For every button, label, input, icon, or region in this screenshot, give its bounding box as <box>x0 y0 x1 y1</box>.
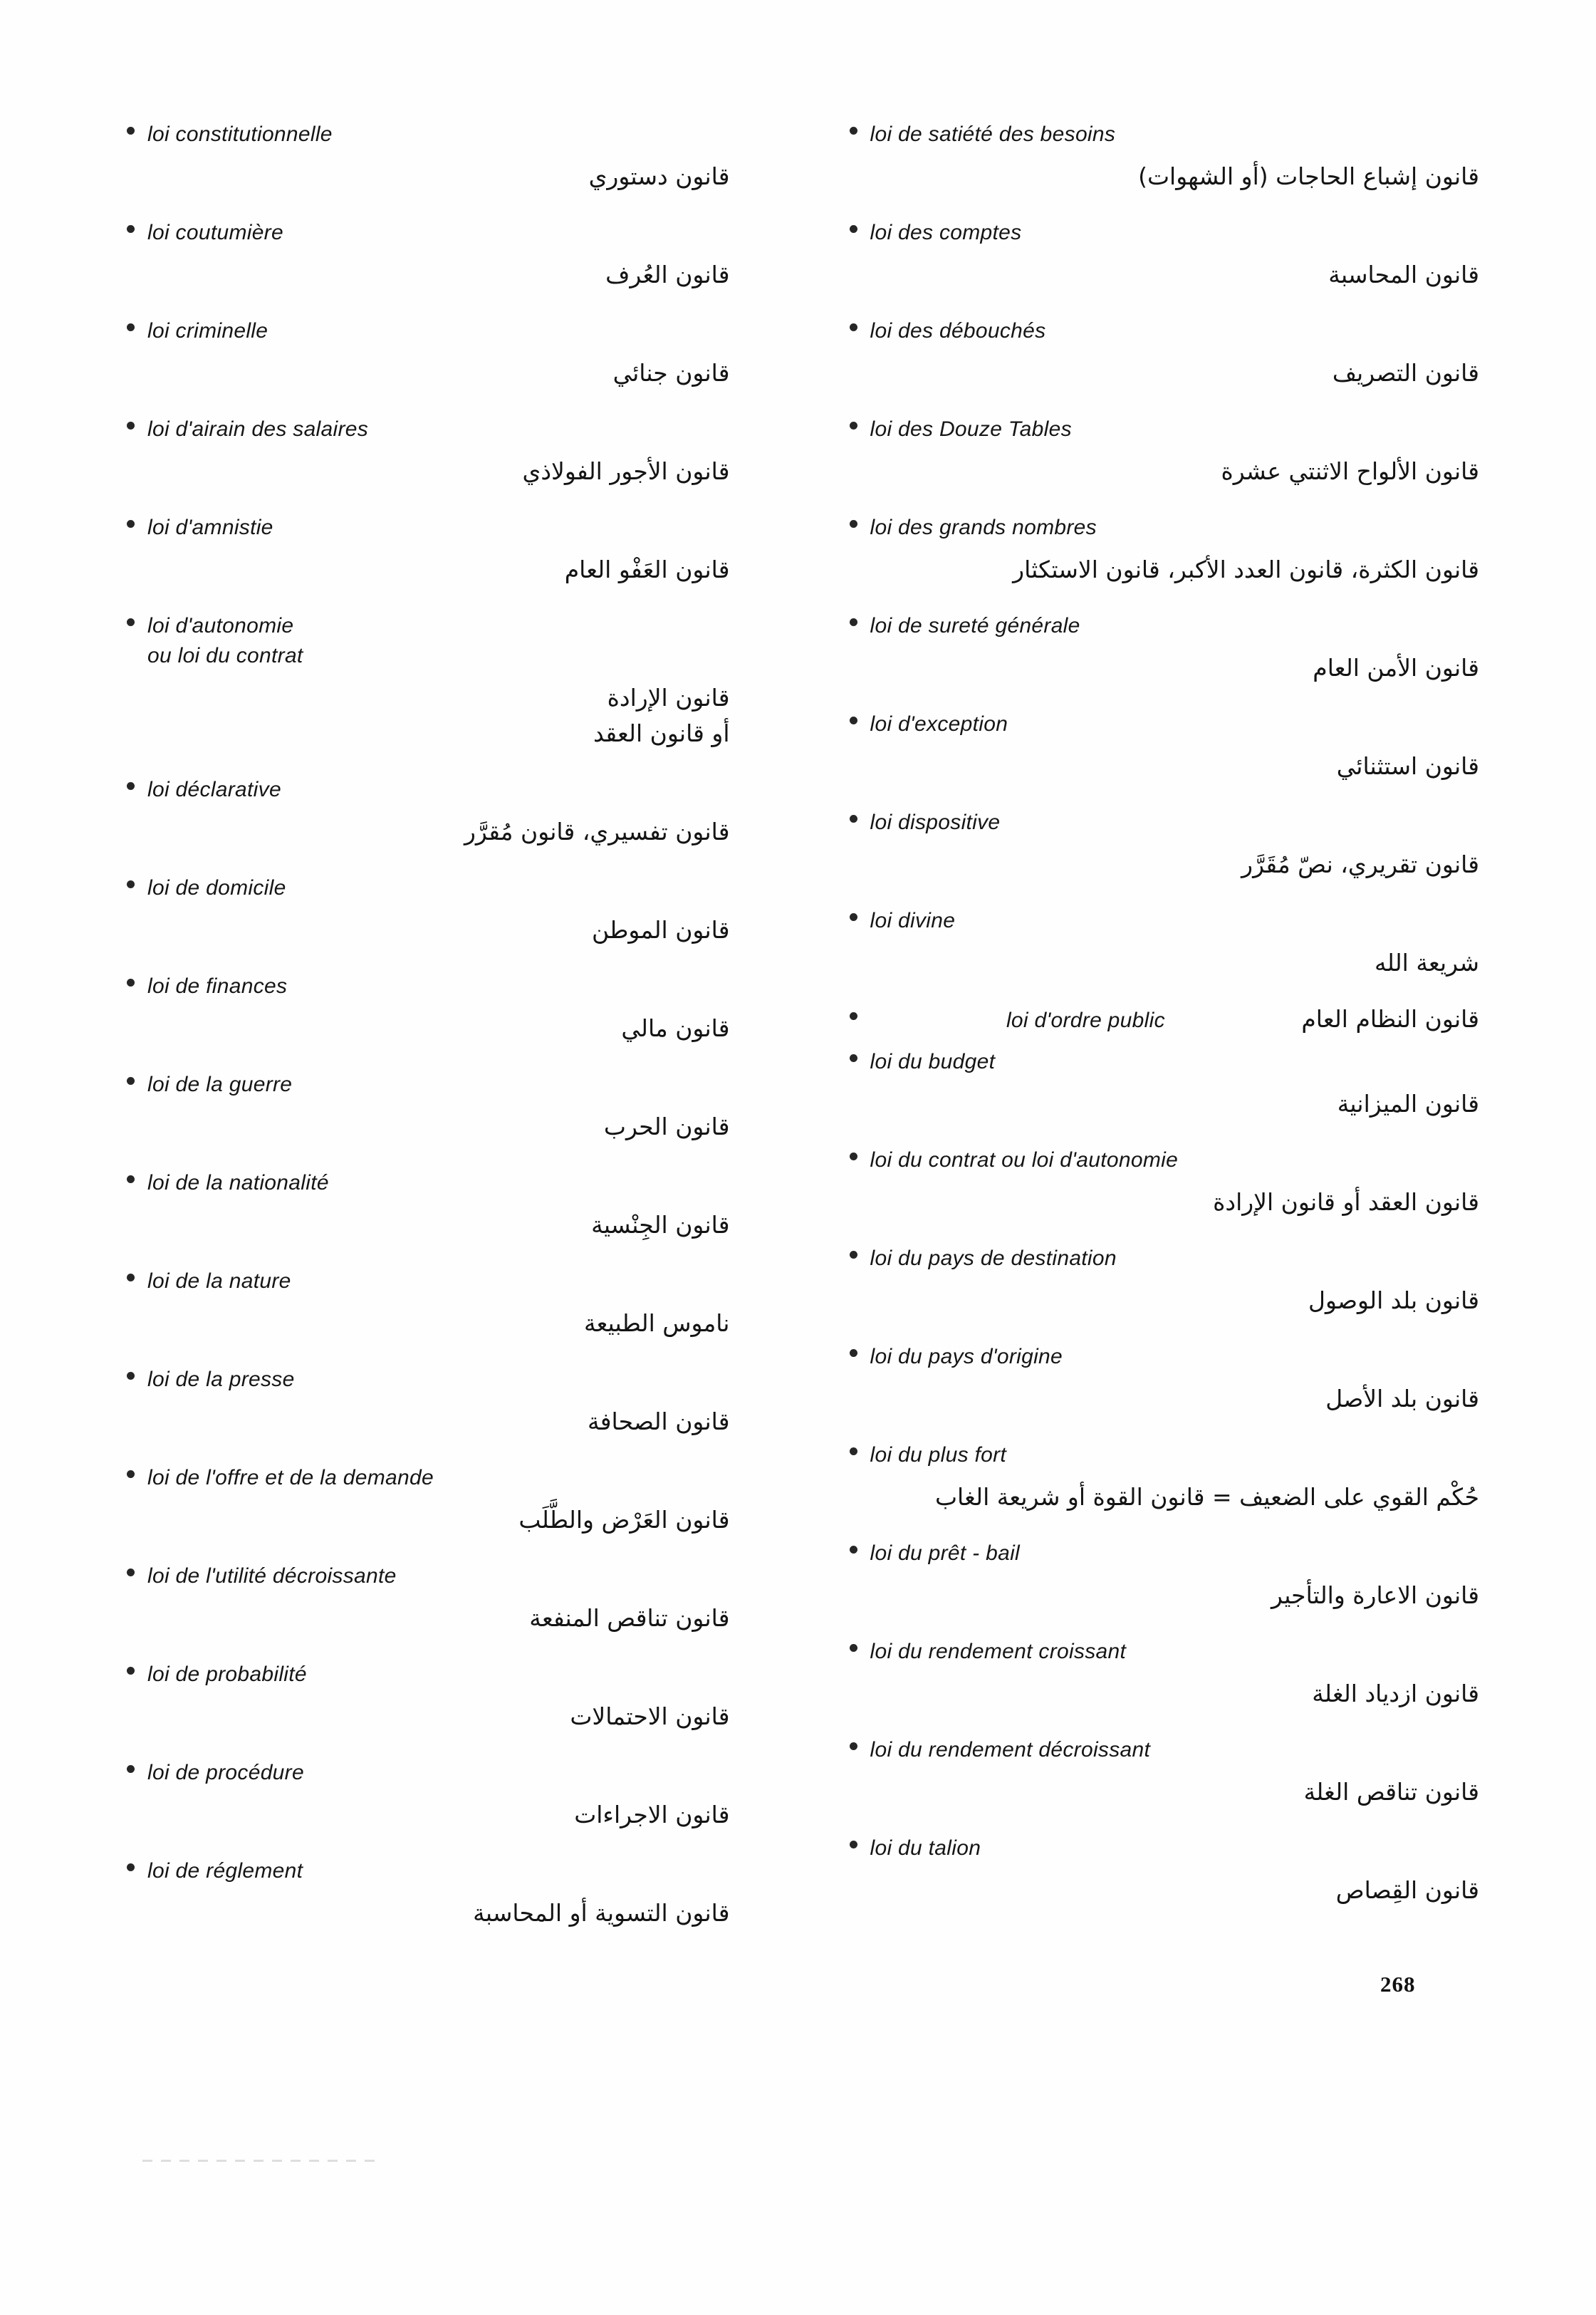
french-term-text: loi du talion <box>870 1836 981 1860</box>
bullet-icon <box>850 520 857 528</box>
entry-right-2 <box>850 316 1490 390</box>
french-term-text: loi de l'offre et de la demande <box>147 1466 434 1489</box>
arabic-translation: قانون دستوري <box>588 162 730 190</box>
entry-right-9 <box>850 1004 1490 1036</box>
arabic-translation: شريعة الله <box>1375 949 1479 977</box>
french-term-text: loi d'ordre public <box>1006 1009 1165 1032</box>
bullet-icon <box>850 1841 857 1848</box>
arabic-translation: قانون بلد الأصل <box>1325 1385 1479 1413</box>
bullet-icon <box>850 422 857 430</box>
french-term-line <box>850 808 1490 838</box>
bullet-icon <box>127 880 135 888</box>
arabic-translation: قانون الإرادة <box>607 684 730 712</box>
entry-right-13 <box>850 1342 1490 1416</box>
bullet-icon <box>850 1251 857 1259</box>
entry-right-0 <box>850 120 1490 194</box>
bullet-icon <box>127 520 135 528</box>
arabic-translation: قانون الأمن العام <box>1313 654 1479 682</box>
bullet-icon <box>127 422 135 430</box>
bullet-icon <box>850 225 857 233</box>
bullet-icon <box>850 1153 857 1160</box>
bullet-icon <box>850 1644 857 1652</box>
arabic-translation: قانون الموطن <box>591 916 730 944</box>
arabic-translation: قانون التصريف <box>1332 359 1479 387</box>
bullet-icon <box>127 127 135 135</box>
bullet-icon <box>850 1447 857 1455</box>
french-term-text: loi du budget <box>870 1050 996 1073</box>
french-term-line <box>850 316 1490 346</box>
entry-left-1 <box>127 218 767 292</box>
french-term-text: loi de satiété des besoins <box>870 123 1116 146</box>
french-term-line-continued <box>127 641 767 671</box>
entry-left-16 <box>127 1758 767 1832</box>
french-term-line <box>850 1539 1490 1569</box>
french-term-line <box>850 415 1490 444</box>
bullet-icon <box>850 1742 857 1750</box>
french-term-text: loi de la nature <box>147 1269 291 1293</box>
bullet-icon <box>850 1546 857 1554</box>
arabic-translation: قانون استثنائي <box>1336 752 1479 780</box>
entry-left-17 <box>127 1856 767 1930</box>
french-term-line <box>127 120 767 150</box>
entry-left-11 <box>127 1266 767 1341</box>
arabic-translation: قانون جنائي <box>612 359 730 387</box>
bullet-icon <box>127 225 135 233</box>
french-term-text: loi d'airain des salaires <box>147 417 369 441</box>
entry-right-3 <box>850 415 1490 489</box>
french-term-line <box>850 709 1490 739</box>
entry-left-0 <box>127 120 767 194</box>
french-term-line <box>127 972 767 1002</box>
french-term-text: loi du plus fort <box>870 1443 1007 1467</box>
french-term-text: loi d'amnistie <box>147 516 273 539</box>
french-term-text: loi du rendement décroissant <box>870 1738 1151 1762</box>
french-term-line <box>850 1244 1490 1274</box>
french-term-text: loi de l'utilité décroissante <box>147 1564 397 1588</box>
french-term-text: loi des comptes <box>870 221 1022 244</box>
arabic-translation: قانون الألواح الاثنتي عشرة <box>1221 457 1479 485</box>
entry-left-12 <box>127 1365 767 1439</box>
french-term-line <box>127 316 767 346</box>
french-term-line <box>850 1004 1490 1036</box>
bullet-icon <box>850 717 857 724</box>
french-term-text: loi de procédure <box>147 1761 304 1784</box>
french-term-line <box>127 415 767 444</box>
french-term-text: loi du pays de destination <box>870 1247 1117 1270</box>
bullet-icon <box>850 815 857 823</box>
arabic-translation: قانون ازدياد الغلة <box>1312 1680 1479 1707</box>
arabic-translation: قانون المحاسبة <box>1328 261 1479 288</box>
arabic-translation: قانون العَرْض والطَّلَب <box>518 1506 730 1534</box>
french-term-line <box>850 611 1490 641</box>
arabic-translation: قانون الأجور الفولاذي <box>522 457 730 485</box>
entry-right-8 <box>850 906 1490 980</box>
french-term-line <box>127 1463 767 1493</box>
french-term-line <box>850 1047 1490 1077</box>
arabic-translation: قانون الصحافة <box>588 1408 730 1435</box>
french-term-line <box>850 1145 1490 1175</box>
french-term-line <box>127 1561 767 1591</box>
entry-right-7 <box>850 808 1490 882</box>
french-term-text: loi déclarative <box>147 778 281 801</box>
arabic-translation: قانون تقريري، نصّ مُقَرَّر <box>1241 850 1479 878</box>
french-term-text: ou loi du contrat <box>147 644 303 667</box>
french-term-line <box>127 873 767 903</box>
french-term-text: loi dispositive <box>870 811 1001 834</box>
bullet-icon <box>127 1372 135 1380</box>
arabic-translation: قانون تفسيري، قانون مُقرَّر <box>464 818 730 846</box>
french-term-text: loi du prêt - bail <box>870 1541 1021 1565</box>
french-term-line <box>850 1735 1490 1765</box>
arabic-translation: ناموس الطبيعة <box>583 1309 730 1337</box>
french-term-line <box>850 1440 1490 1470</box>
arabic-translation: قانون الجِنْسية <box>591 1211 730 1239</box>
french-term-text: loi des débouchés <box>870 319 1046 343</box>
entry-right-15 <box>850 1539 1490 1613</box>
arabic-translation: قانون مالي <box>621 1014 730 1042</box>
french-term-line <box>127 1660 767 1690</box>
arabic-translation: قانون بلد الوصول <box>1308 1286 1479 1314</box>
french-term-text: loi de la nationalité <box>147 1171 329 1195</box>
entry-right-18 <box>850 1833 1490 1908</box>
french-term-text: loi de la guerre <box>147 1073 293 1096</box>
french-term-line <box>127 1070 767 1100</box>
french-term-text: loi de domicile <box>147 876 286 900</box>
french-term-line <box>850 218 1490 248</box>
french-term-text: loi de la presse <box>147 1368 295 1391</box>
bullet-icon <box>127 1077 135 1085</box>
entry-right-6 <box>850 709 1490 784</box>
bullet-icon <box>850 913 857 921</box>
arabic-translation: قانون العُرف <box>605 261 730 288</box>
french-term-line <box>127 775 767 805</box>
arabic-translation: قانون العقد أو قانون الإرادة <box>1213 1188 1479 1216</box>
entry-left-10 <box>127 1168 767 1242</box>
arabic-translation: قانون الاجراءات <box>574 1801 730 1828</box>
bullet-icon <box>127 1765 135 1773</box>
french-term-text: loi de probabilité <box>147 1663 307 1686</box>
bullet-icon <box>127 1569 135 1576</box>
bullet-icon <box>127 1863 135 1871</box>
french-term-line <box>850 1833 1490 1863</box>
french-term-line <box>127 611 767 641</box>
bullet-icon <box>850 127 857 135</box>
bullet-icon <box>127 1470 135 1478</box>
french-term-text: loi d'exception <box>870 712 1008 736</box>
entry-left-5 <box>127 611 767 751</box>
bullet-icon <box>127 782 135 790</box>
column-right <box>850 120 1490 1955</box>
french-term-text: loi de finances <box>147 974 288 998</box>
french-term-text: loi des Douze Tables <box>870 417 1072 441</box>
entry-right-12 <box>850 1244 1490 1318</box>
french-term-line <box>850 1637 1490 1667</box>
bullet-icon <box>127 1667 135 1675</box>
french-term-line <box>127 1266 767 1296</box>
arabic-translation: قانون إشباع الحاجات (أو الشهوات) <box>1138 162 1479 190</box>
arabic-translation: قانون الكثرة، قانون العدد الأكبر، قانون الاستكثار <box>1013 556 1479 583</box>
page-number: 268 <box>1380 1972 1416 1997</box>
bullet-icon <box>850 1349 857 1357</box>
arabic-translation: قانون الاعارة والتأجير <box>1271 1581 1479 1609</box>
scan-artifact-line <box>142 2160 377 2162</box>
french-term-text: loi coutumière <box>147 221 283 244</box>
entry-left-13 <box>127 1463 767 1537</box>
french-term-line <box>127 513 767 543</box>
french-term-text: loi constitutionnelle <box>147 123 333 146</box>
entry-right-1 <box>850 218 1490 292</box>
entry-left-15 <box>127 1660 767 1734</box>
french-term-line <box>850 120 1490 150</box>
bullet-icon <box>850 618 857 626</box>
bullet-icon <box>127 979 135 987</box>
french-term-text: loi de sureté générale <box>870 614 1080 638</box>
bullet-icon <box>850 1012 857 1020</box>
entry-right-17 <box>850 1735 1490 1809</box>
entry-left-14 <box>127 1561 767 1635</box>
entry-right-14 <box>850 1440 1490 1514</box>
french-term-line <box>850 513 1490 543</box>
french-term-line <box>850 1342 1490 1372</box>
french-term-line <box>127 1168 767 1198</box>
entry-left-4 <box>127 513 767 587</box>
french-term-text: loi des grands nombres <box>870 516 1097 539</box>
entry-left-9 <box>127 1070 767 1144</box>
entry-right-16 <box>850 1637 1490 1711</box>
french-term-line <box>127 218 767 248</box>
entry-left-3 <box>127 415 767 489</box>
entry-left-6 <box>127 775 767 849</box>
french-term-text: loi du contrat ou loi d'autonomie <box>870 1148 1179 1172</box>
arabic-translation-inline: قانون النظام العام <box>1301 1005 1479 1033</box>
french-term-text: loi divine <box>870 909 956 932</box>
french-term-text: loi du pays d'origine <box>870 1345 1063 1368</box>
bullet-icon <box>850 323 857 331</box>
column-left <box>127 120 767 1955</box>
entry-right-4 <box>850 513 1490 587</box>
arabic-translation: قانون القِصاص <box>1335 1876 1479 1904</box>
bullet-icon <box>850 1054 857 1062</box>
french-term-text: loi de réglement <box>147 1859 303 1883</box>
french-term-line <box>127 1758 767 1788</box>
bullet-icon <box>127 323 135 331</box>
french-term-line <box>127 1365 767 1395</box>
entry-right-5 <box>850 611 1490 685</box>
bullet-icon <box>127 618 135 626</box>
arabic-translation: قانون الحرب <box>603 1113 730 1140</box>
french-term-text: loi criminelle <box>147 319 268 343</box>
bullet-icon <box>127 1175 135 1183</box>
arabic-translation: قانون التسوية أو المحاسبة <box>473 1899 730 1927</box>
entry-right-11 <box>850 1145 1490 1219</box>
arabic-translation: قانون العَفْو العام <box>564 556 730 583</box>
french-term-text: loi du rendement croissant <box>870 1640 1127 1663</box>
french-term-text: loi d'autonomie <box>147 614 294 638</box>
entry-left-2 <box>127 316 767 390</box>
arabic-translation: قانون تناقص الغلة <box>1303 1778 1479 1806</box>
arabic-translation: حُكْم القوي على الضعيف = قانون القوة أو شريعة الغاب <box>934 1483 1479 1511</box>
entry-left-8 <box>127 972 767 1046</box>
french-term-line <box>127 1856 767 1886</box>
arabic-translation: قانون الاحتمالات <box>570 1702 730 1730</box>
entry-left-7 <box>127 873 767 947</box>
entry-right-10 <box>850 1047 1490 1121</box>
arabic-translation-continued: أو قانون العقد <box>593 719 730 747</box>
arabic-translation: قانون الميزانية <box>1337 1090 1479 1118</box>
french-term-line <box>850 906 1490 936</box>
bullet-icon <box>127 1274 135 1281</box>
arabic-translation: قانون تناقص المنفعة <box>529 1604 730 1632</box>
